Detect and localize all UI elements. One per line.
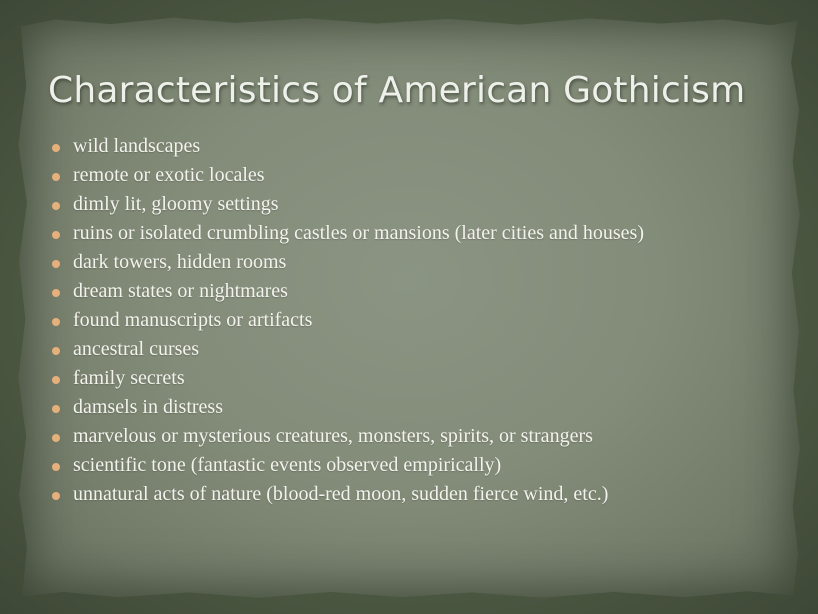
- list-item: [50, 311, 750, 330]
- list-item: [50, 485, 750, 504]
- list-item: [50, 195, 750, 214]
- list-item: [50, 224, 750, 243]
- list-item-text: damsels in distress: [73, 396, 223, 418]
- list-item: [50, 166, 750, 185]
- list-item-text: ruins or isolated crumbling castles or mansions (later cities and houses): [73, 222, 644, 244]
- bullet-icon: [52, 144, 60, 152]
- bullet-icon: [52, 231, 60, 239]
- bullet-icon: [52, 260, 60, 268]
- slide-title: Characteristics of American Gothicism: [48, 70, 746, 111]
- list-item: [50, 137, 750, 156]
- list-item-text: dimly lit, gloomy settings: [73, 193, 279, 215]
- bullet-icon: [52, 289, 60, 297]
- bullet-icon: [52, 376, 60, 384]
- list-item: [50, 253, 750, 272]
- bullet-icon: [52, 463, 60, 471]
- bullet-icon: [52, 434, 60, 442]
- list-item-text: remote or exotic locales: [73, 164, 265, 186]
- list-item: [50, 427, 750, 446]
- list-item-text: unnatural acts of nature (blood-red moon, sudden fierce wind, etc.): [73, 483, 609, 505]
- bullet-icon: [52, 405, 60, 413]
- bullet-icon: [52, 318, 60, 326]
- list-item: [50, 340, 750, 359]
- list-item-text: scientific tone (fantastic events observed empirically): [73, 454, 502, 476]
- bullet-icon: [52, 173, 60, 181]
- list-item-text: family secrets: [73, 367, 185, 389]
- list-item: [50, 456, 750, 475]
- bullet-icon: [52, 492, 60, 500]
- list-item-text: wild landscapes: [73, 135, 201, 157]
- bullet-icon: [52, 202, 60, 210]
- list-item-text: ancestral curses: [73, 338, 200, 360]
- list-item: [50, 398, 750, 417]
- list-item-text: found manuscripts or artifacts: [73, 309, 313, 331]
- bullet-list: [50, 137, 750, 514]
- list-item-text: dream states or nightmares: [73, 280, 288, 302]
- list-item: [50, 282, 750, 301]
- list-item-text: dark towers, hidden rooms: [73, 251, 287, 273]
- list-item: [50, 369, 750, 388]
- list-item-text: marvelous or mysterious creatures, monsters, spirits, or strangers: [73, 425, 593, 447]
- bullet-icon: [52, 347, 60, 355]
